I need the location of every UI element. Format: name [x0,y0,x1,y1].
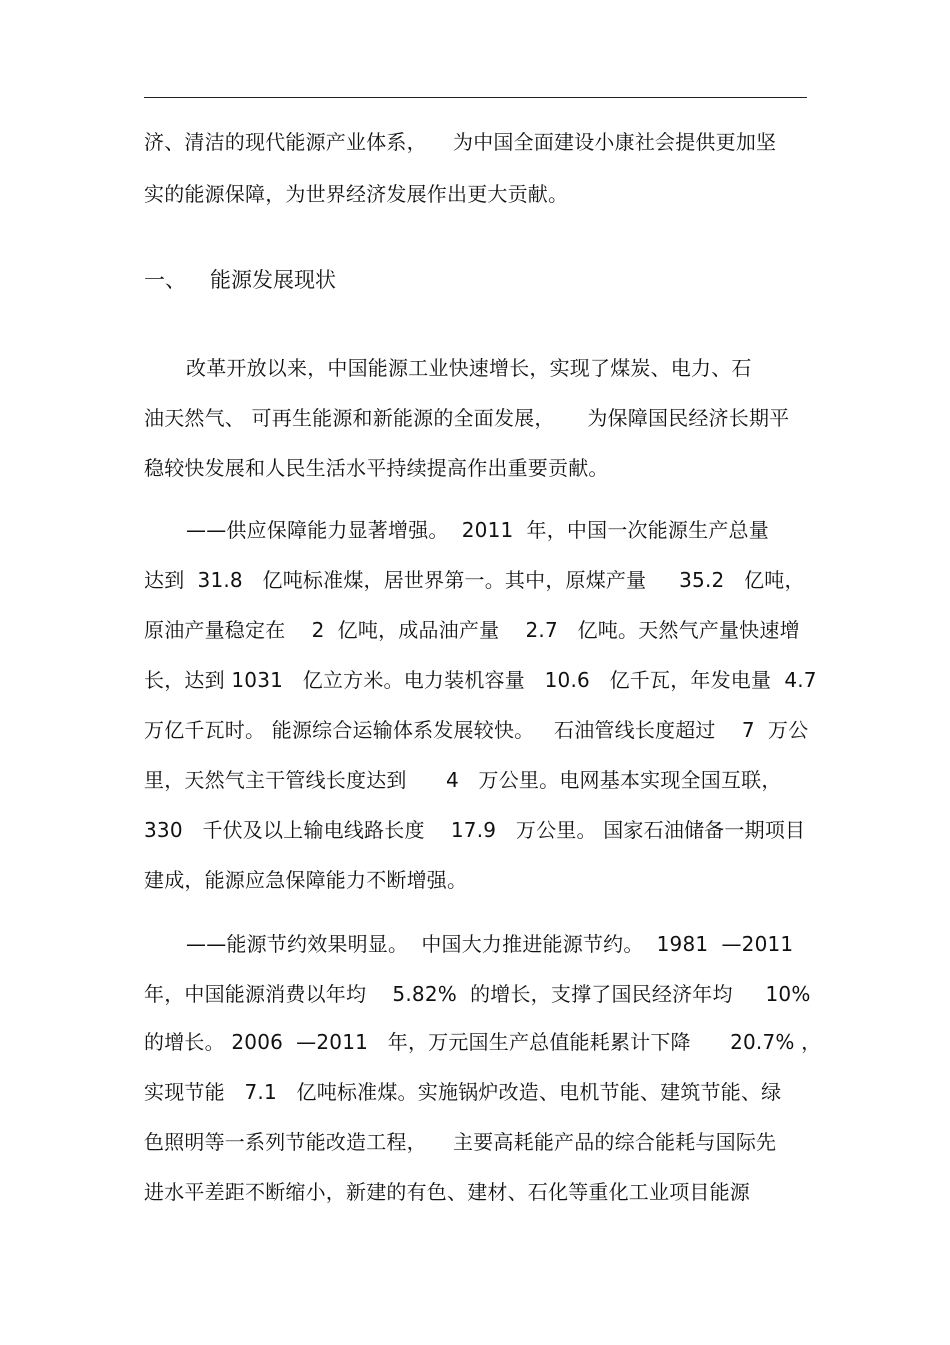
paragraph-3-line-6: 进水平差距不断缩小，新建的有色、建材、石化等重化工业项目能源 [144,1180,750,1204]
paragraph-2-line-7: 330 千伏及以上输电线路长度 17.9 万公里。 国家石油储备一期项目 [144,818,806,842]
paragraph-2-line-2: 达到 31.8 亿吨标准煤，居世界第一。其中，原煤产量 35.2 亿吨， [144,568,805,592]
paragraph-1-line-2: 油天然气、 可再生能源和新能源的全面发展， 为保障国民经济长期平 [144,406,790,430]
paragraph-2-line-4: 长，达到 1031 亿立方米。电力装机容量 10.6 亿千瓦，年发电量 4.7 [144,668,817,692]
paragraph-1-line-3: 稳较快发展和人民生活水平持续提高作出重要贡献。 [144,456,609,480]
paragraph-2-line-6: 里，天然气主干管线长度达到 4 万公里。电网基本实现全国互联， [144,768,782,792]
section-title: 能源发展现状 [210,268,336,292]
paragraph-2-line-5: 万亿千瓦时。 能源综合运输体系发展较快。 石油管线长度超过 7 万公 [144,718,809,742]
header-rule [144,97,807,98]
section-heading [144,266,336,294]
intro-line-1: 济、清洁的现代能源产业体系， 为中国全面建设小康社会提供更加坚 [144,130,777,154]
intro-line-2: 实的能源保障，为世界经济发展作出更大贡献。 [144,182,569,206]
paragraph-1-line-1: 改革开放以来，中国能源工业快速增长，实现了煤炭、电力、石 [186,356,752,380]
paragraph-3-line-1: ——能源节约效果明显。 中国大力推进能源节约。 1981 —2011 [186,932,794,956]
paragraph-3-line-5: 色照明等一系列节能改造工程， 主要高耗能产品的综合能耗与国际先 [144,1130,777,1154]
paragraph-2-line-3: 原油产量稳定在 2 亿吨，成品油产量 2.7 亿吨。天然气产量快速增 [144,618,800,642]
paragraph-3-line-4: 实现节能 7.1 亿吨标准煤。实施锅炉改造、电机节能、建筑节能、绿 [144,1080,782,1104]
paragraph-3-line-2: 年，中国能源消费以年均 5.82% 的增长，支撑了国民经济年均 10% [144,982,811,1006]
paragraph-2-line-1: ——供应保障能力显著增强。 2011 年，中国一次能源生产总量 [186,518,769,542]
section-number: 一、 [144,268,186,292]
paragraph-3-line-3: 的增长。 2006 —2011 年，万元国生产总值能耗累计下降 20.7% ， [144,1030,822,1054]
paragraph-2-line-8: 建成，能源应急保障能力不断增强。 [144,868,468,892]
